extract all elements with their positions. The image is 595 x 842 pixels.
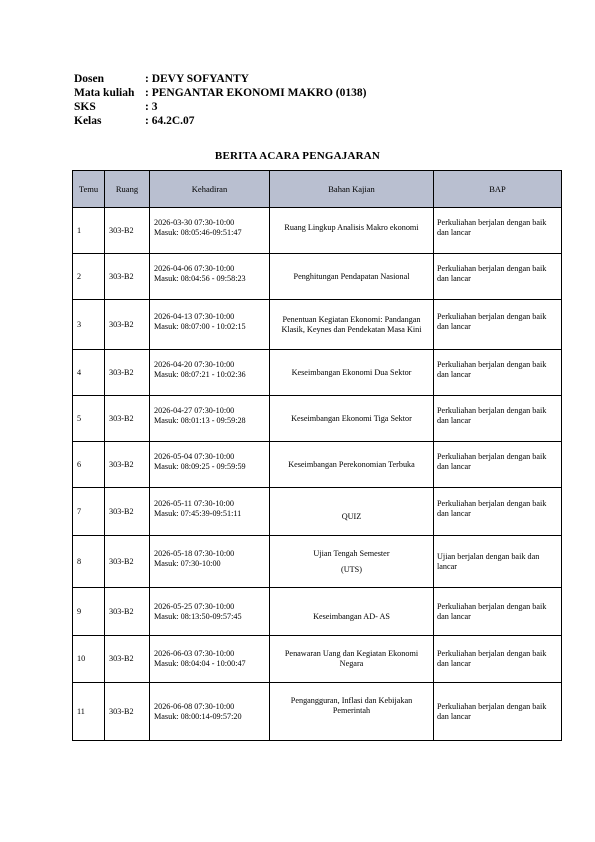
cell-jadwal: 2026-03-30 07:30-10:00 xyxy=(154,217,235,227)
header-bap: BAP xyxy=(434,171,562,208)
table-row xyxy=(73,636,562,683)
page-title: BERITA ACARA PENGAJARAN xyxy=(214,150,381,162)
cell-temu: 1 xyxy=(73,208,105,254)
sks-label: SKS xyxy=(74,101,96,113)
sks-row xyxy=(74,100,366,114)
table-row xyxy=(73,350,562,396)
cell-kehadiran xyxy=(150,488,270,536)
kelas-label: Kelas xyxy=(74,115,102,127)
cell-kehadiran xyxy=(150,208,270,254)
cell-ruang: 303-B2 xyxy=(105,683,150,741)
cell-ruang: 303-B2 xyxy=(105,442,150,488)
bap-text: Perkuliahan berjalan dengan baik dan lancar xyxy=(437,701,547,721)
cell-bap xyxy=(434,683,562,741)
cell-bap xyxy=(434,396,562,442)
mata-kuliah-value: : PENGANTAR EKONOMI MAKRO (0138) xyxy=(145,87,367,99)
cell-bahan-kajian xyxy=(270,208,434,254)
bap-text: Perkuliahan berjalan dengan baik dan lancar xyxy=(437,601,547,621)
cell-masuk: Masuk: 07:45:39-09:51:11 xyxy=(154,508,242,518)
bahan-text: Penentuan Kegiatan Ekonomi: Pandangan Klasik, Keynes dan Pendekatan Masa Kini xyxy=(281,314,422,334)
table-row xyxy=(73,254,562,300)
cell-jadwal: 2026-04-13 07:30-10:00 xyxy=(154,311,235,321)
attendance-table xyxy=(72,170,562,741)
cell-temu: 7 xyxy=(73,488,105,536)
cell-masuk: Masuk: 07:30-10:00 xyxy=(154,558,221,568)
bahan-text: Pengangguran, Inflasi dan Kebijakan Pemerintah xyxy=(290,695,413,715)
cell-bahan-kajian xyxy=(270,300,434,350)
bap-text: Perkuliahan berjalan dengan baik dan lancar xyxy=(437,405,547,425)
cell-temu: 5 xyxy=(73,396,105,442)
bap-text: Perkuliahan berjalan dengan baik dan lancar xyxy=(437,649,547,668)
table-row xyxy=(73,442,562,488)
cell-temu: 4 xyxy=(73,350,105,396)
cell-kehadiran xyxy=(150,396,270,442)
table-header-row xyxy=(73,171,562,208)
cell-masuk: Masuk: 08:04:04 - 10:00:47 xyxy=(154,659,246,668)
course-info xyxy=(74,72,366,128)
cell-bahan-kajian xyxy=(270,254,434,300)
bap-text: Perkuliahan berjalan dengan baik dan lancar xyxy=(437,451,547,471)
cell-kehadiran xyxy=(150,350,270,396)
bahan-text: Keseimbangan Ekonomi Tiga Sektor xyxy=(291,413,412,423)
mata-kuliah-row xyxy=(74,86,366,100)
cell-temu: 6 xyxy=(73,442,105,488)
cell-ruang: 303-B2 xyxy=(105,208,150,254)
cell-ruang: 303-B2 xyxy=(105,536,150,588)
cell-bahan-kajian xyxy=(270,536,434,588)
bap-text: Ujian berjalan dengan baik dan lancar xyxy=(437,551,540,571)
cell-jadwal: 2026-06-08 07:30-10:00 xyxy=(154,701,235,711)
cell-masuk: Masuk: 08:05:46-09:51:47 xyxy=(154,227,242,237)
cell-kehadiran xyxy=(150,254,270,300)
cell-bahan-kajian xyxy=(270,488,434,536)
bahan-text-2: (UTS) xyxy=(341,564,362,574)
header-ruang: Ruang xyxy=(105,171,150,208)
cell-masuk: Masuk: 08:00:14-09:57:20 xyxy=(154,711,242,721)
dosen-label: Dosen xyxy=(74,73,105,85)
table-row xyxy=(73,300,562,350)
cell-bahan-kajian xyxy=(270,396,434,442)
table-row xyxy=(73,488,562,536)
cell-temu: 9 xyxy=(73,588,105,636)
bahan-text: Penawaran Uang dan Kegiatan Ekonomi Negara xyxy=(284,649,419,668)
cell-bahan-kajian xyxy=(270,683,434,741)
header-kehadiran: Kehadiran xyxy=(150,171,270,208)
table-row xyxy=(73,588,562,636)
dosen-row xyxy=(74,72,366,86)
bap-text: Perkuliahan berjalan dengan baik dan lancar xyxy=(437,498,547,518)
cell-jadwal: 2026-04-27 07:30-10:00 xyxy=(154,405,235,415)
cell-masuk: Masuk: 08:09:25 - 09:59:59 xyxy=(154,461,246,471)
mata-kuliah-label: Mata kuliah xyxy=(74,87,135,99)
cell-kehadiran xyxy=(150,683,270,741)
cell-ruang: 303-B2 xyxy=(105,300,150,350)
bahan-text: Keseimbangan Perekonomian Terbuka xyxy=(288,459,415,469)
cell-bahan-kajian xyxy=(270,636,434,683)
bahan-text: Keseimbangan Ekonomi Dua Sektor xyxy=(291,367,412,377)
cell-ruang: 303-B2 xyxy=(105,396,150,442)
bahan-text: Ujian Tengah Semester xyxy=(313,548,390,558)
cell-masuk: Masuk: 08:13:50-09:57:45 xyxy=(154,611,242,621)
cell-bap xyxy=(434,350,562,396)
cell-bap xyxy=(434,488,562,536)
cell-kehadiran xyxy=(150,536,270,588)
header-bahan-kajian: Bahan Kajian xyxy=(270,171,434,208)
bap-text: Perkuliahan berjalan dengan baik dan lancar xyxy=(437,359,547,379)
bahan-text: Ruang Lingkup Analisis Makro ekonomi xyxy=(284,222,419,232)
bahan-text: QUIZ xyxy=(341,511,362,521)
table-row xyxy=(73,208,562,254)
cell-kehadiran xyxy=(150,588,270,636)
cell-bap xyxy=(434,588,562,636)
cell-jadwal: 2026-05-25 07:30-10:00 xyxy=(154,601,235,611)
bahan-text: Keseimbangan AD- AS xyxy=(313,611,390,621)
cell-jadwal: 2026-04-06 07:30-10:00 xyxy=(154,263,235,273)
cell-masuk: Masuk: 08:01:13 - 09:59:28 xyxy=(154,415,246,425)
cell-ruang: 303-B2 xyxy=(105,588,150,636)
cell-ruang: 303-B2 xyxy=(105,488,150,536)
table-row xyxy=(73,536,562,588)
sks-value: : 3 xyxy=(145,101,158,113)
cell-jadwal: 2026-04-20 07:30-10:00 xyxy=(154,359,235,369)
cell-bap xyxy=(434,442,562,488)
table-row xyxy=(73,683,562,741)
cell-bahan-kajian xyxy=(270,350,434,396)
cell-masuk: Masuk: 08:07:00 - 10:02:15 xyxy=(154,321,246,331)
cell-ruang: 303-B2 xyxy=(105,636,150,683)
cell-bap xyxy=(434,254,562,300)
cell-temu: 10 xyxy=(73,636,105,683)
cell-jadwal: 2026-05-18 07:30-10:00 xyxy=(154,548,235,558)
cell-jadwal: 2026-05-11 07:30-10:00 xyxy=(154,498,234,508)
cell-masuk: Masuk: 08:07:21 - 10:02:36 xyxy=(154,369,246,379)
cell-bap xyxy=(434,536,562,588)
cell-bahan-kajian xyxy=(270,442,434,488)
cell-jadwal: 2026-06-03 07:30-10:00 xyxy=(154,649,235,658)
kelas-value: : 64.2C.07 xyxy=(145,115,195,127)
cell-temu: 3 xyxy=(73,300,105,350)
cell-temu: 2 xyxy=(73,254,105,300)
cell-kehadiran xyxy=(150,442,270,488)
table-row xyxy=(73,396,562,442)
cell-bap xyxy=(434,636,562,683)
cell-ruang: 303-B2 xyxy=(105,254,150,300)
cell-jadwal: 2026-05-04 07:30-10:00 xyxy=(154,451,235,461)
cell-kehadiran xyxy=(150,300,270,350)
cell-ruang: 303-B2 xyxy=(105,350,150,396)
cell-temu: 8 xyxy=(73,536,105,588)
cell-bahan-kajian xyxy=(270,588,434,636)
cell-temu: 11 xyxy=(73,683,105,741)
dosen-value: : DEVY SOFYANTY xyxy=(145,73,249,85)
cell-kehadiran xyxy=(150,636,270,683)
bap-text: Perkuliahan berjalan dengan baik dan lancar xyxy=(437,263,547,283)
kelas-row xyxy=(74,114,366,128)
bahan-text: Penghitungan Pendapatan Nasional xyxy=(293,271,410,281)
cell-bap xyxy=(434,300,562,350)
bap-text: Perkuliahan berjalan dengan baik dan lancar xyxy=(437,311,547,331)
cell-masuk: Masuk: 08:04:56 - 09:58:23 xyxy=(154,273,246,283)
bap-text: Perkuliahan berjalan dengan baik dan lancar xyxy=(437,217,547,237)
header-temu: Temu xyxy=(73,171,105,208)
cell-bap xyxy=(434,208,562,254)
